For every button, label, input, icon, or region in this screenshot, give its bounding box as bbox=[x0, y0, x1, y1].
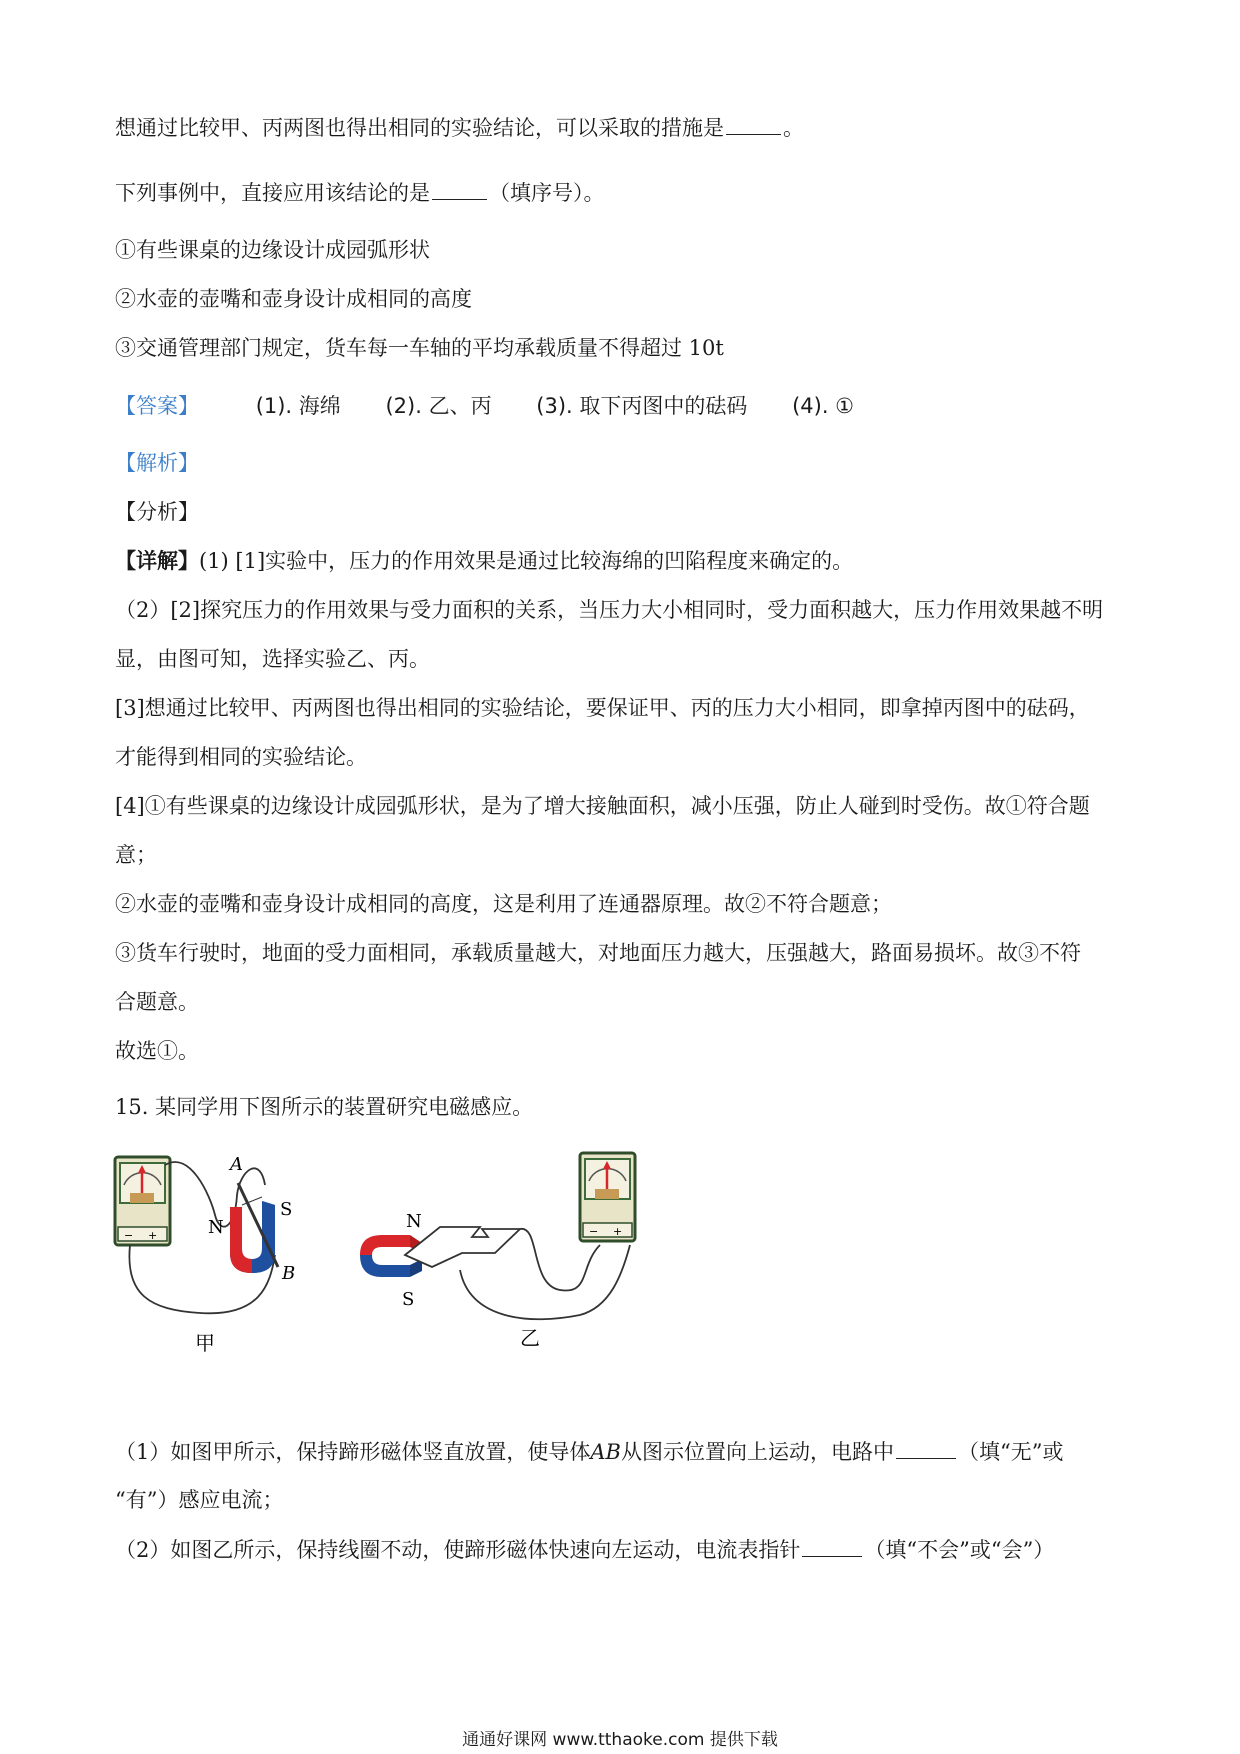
q15-part2-line1: （2）如图乙所示，保持线圈不动，使蹄形磁体快速向左运动，电流表指针 （填“不会”或“会”） bbox=[115, 1534, 1054, 1565]
answer-item-3: (3). 取下丙图中的砝码 bbox=[536, 394, 748, 418]
analysis-line-7: 意； bbox=[115, 843, 157, 867]
analysis-line-6: [4]①有些课桌的边缘设计成园弧形状，是为了增大接触面积，减小压强，防止人碰到时受伤。故①符合题 bbox=[115, 794, 1090, 818]
svg-text:+: + bbox=[148, 1229, 158, 1242]
analysis-line-4: [3]想通过比较甲、丙两图也得出相同的实验结论，要保证甲、丙的压力大小相同，即拿掉丙图中的砝码， bbox=[115, 696, 1090, 720]
q14-line2: 下列事例中，直接应用该结论的是 （填序号）。 bbox=[115, 177, 605, 208]
svg-text:+: + bbox=[613, 1225, 623, 1238]
answer-item-1: (1). 海绵 bbox=[255, 394, 341, 418]
answer-item-4: (4). ① bbox=[792, 394, 855, 418]
q14-line1: 想通过比较甲、丙两图也得出相同的实验结论，可以采取的措施是 。 bbox=[115, 112, 804, 143]
answer-blank bbox=[432, 177, 487, 200]
analysis-line-1: 【详解】(1) [1]实验中，压力的作用效果是通过比较海绵的凹陷程度来确定的。 bbox=[115, 548, 854, 573]
answer-blank bbox=[726, 112, 781, 135]
galvanometer-right-icon bbox=[580, 1153, 635, 1241]
caption-right: 乙 bbox=[520, 1326, 540, 1350]
q15-part1-line1: （1）如图甲所示，保持蹄形磁体竖直放置，使导体AB从图示位置向上运动，电路中 （填“无”或 bbox=[115, 1436, 1063, 1467]
label-n-left: N bbox=[208, 1217, 224, 1238]
horseshoe-magnet-left-icon bbox=[230, 1197, 275, 1273]
answer-label: 【答案】 bbox=[115, 394, 199, 418]
option-3: ③交通管理部门规定，货车每一车轴的平均承载质量不得超过 10t bbox=[115, 336, 724, 360]
analysis-line-9: ③货车行驶时，地面的受力面相同，承载质量越大，对地面压力越大，压强越大，路面易损坏。故③不符 bbox=[115, 941, 1081, 965]
label-b: B bbox=[282, 1263, 296, 1284]
analysis-line-3: 显，由图可知，选择实验乙、丙。 bbox=[115, 647, 430, 671]
option-1: ①有些课桌的边缘设计成园弧形状 bbox=[115, 238, 430, 262]
fenxi-label: 【分析】 bbox=[115, 500, 199, 524]
galvanometer-left-icon bbox=[115, 1157, 170, 1245]
answer-item-2: (2). 乙、丙 bbox=[385, 394, 492, 418]
analysis-line-5: 才能得到相同的实验结论。 bbox=[115, 745, 367, 769]
answer-blank bbox=[896, 1436, 956, 1459]
answer-row bbox=[115, 391, 892, 421]
caption-left: 甲 bbox=[195, 1331, 215, 1355]
analysis-line-2: （2）[2]探究压力的作用效果与受力面积的关系，当压力大小相同时，受力面积越大，压力作用效果越不明 bbox=[115, 598, 1104, 622]
svg-text:−: − bbox=[124, 1229, 134, 1242]
svg-text:−: − bbox=[589, 1225, 599, 1238]
label-s-right: S bbox=[402, 1289, 415, 1310]
induction-figure bbox=[110, 1145, 670, 1360]
answer-blank bbox=[802, 1534, 862, 1557]
q15-part1-line2: “有”）感应电流； bbox=[115, 1488, 284, 1512]
analysis-line-8: ②水壶的壶嘴和壶身设计成相同的高度，这是利用了连通器原理。故②不符合题意； bbox=[115, 892, 892, 916]
option-2: ②水壶的壶嘴和壶身设计成相同的高度 bbox=[115, 287, 472, 311]
analysis-line-11: 故选①。 bbox=[115, 1039, 199, 1063]
label-s-left: S bbox=[280, 1199, 293, 1220]
label-a: A bbox=[230, 1154, 243, 1175]
page-footer: 通通好课网 www.tthaoke.com 提供下载 bbox=[462, 1730, 778, 1750]
label-n-right: N bbox=[406, 1211, 422, 1232]
q15-title: 15. 某同学用下图所示的装置研究电磁感应。 bbox=[115, 1095, 534, 1119]
analysis-line-10: 合题意。 bbox=[115, 990, 199, 1014]
jiexi-label: 【解析】 bbox=[115, 451, 199, 475]
